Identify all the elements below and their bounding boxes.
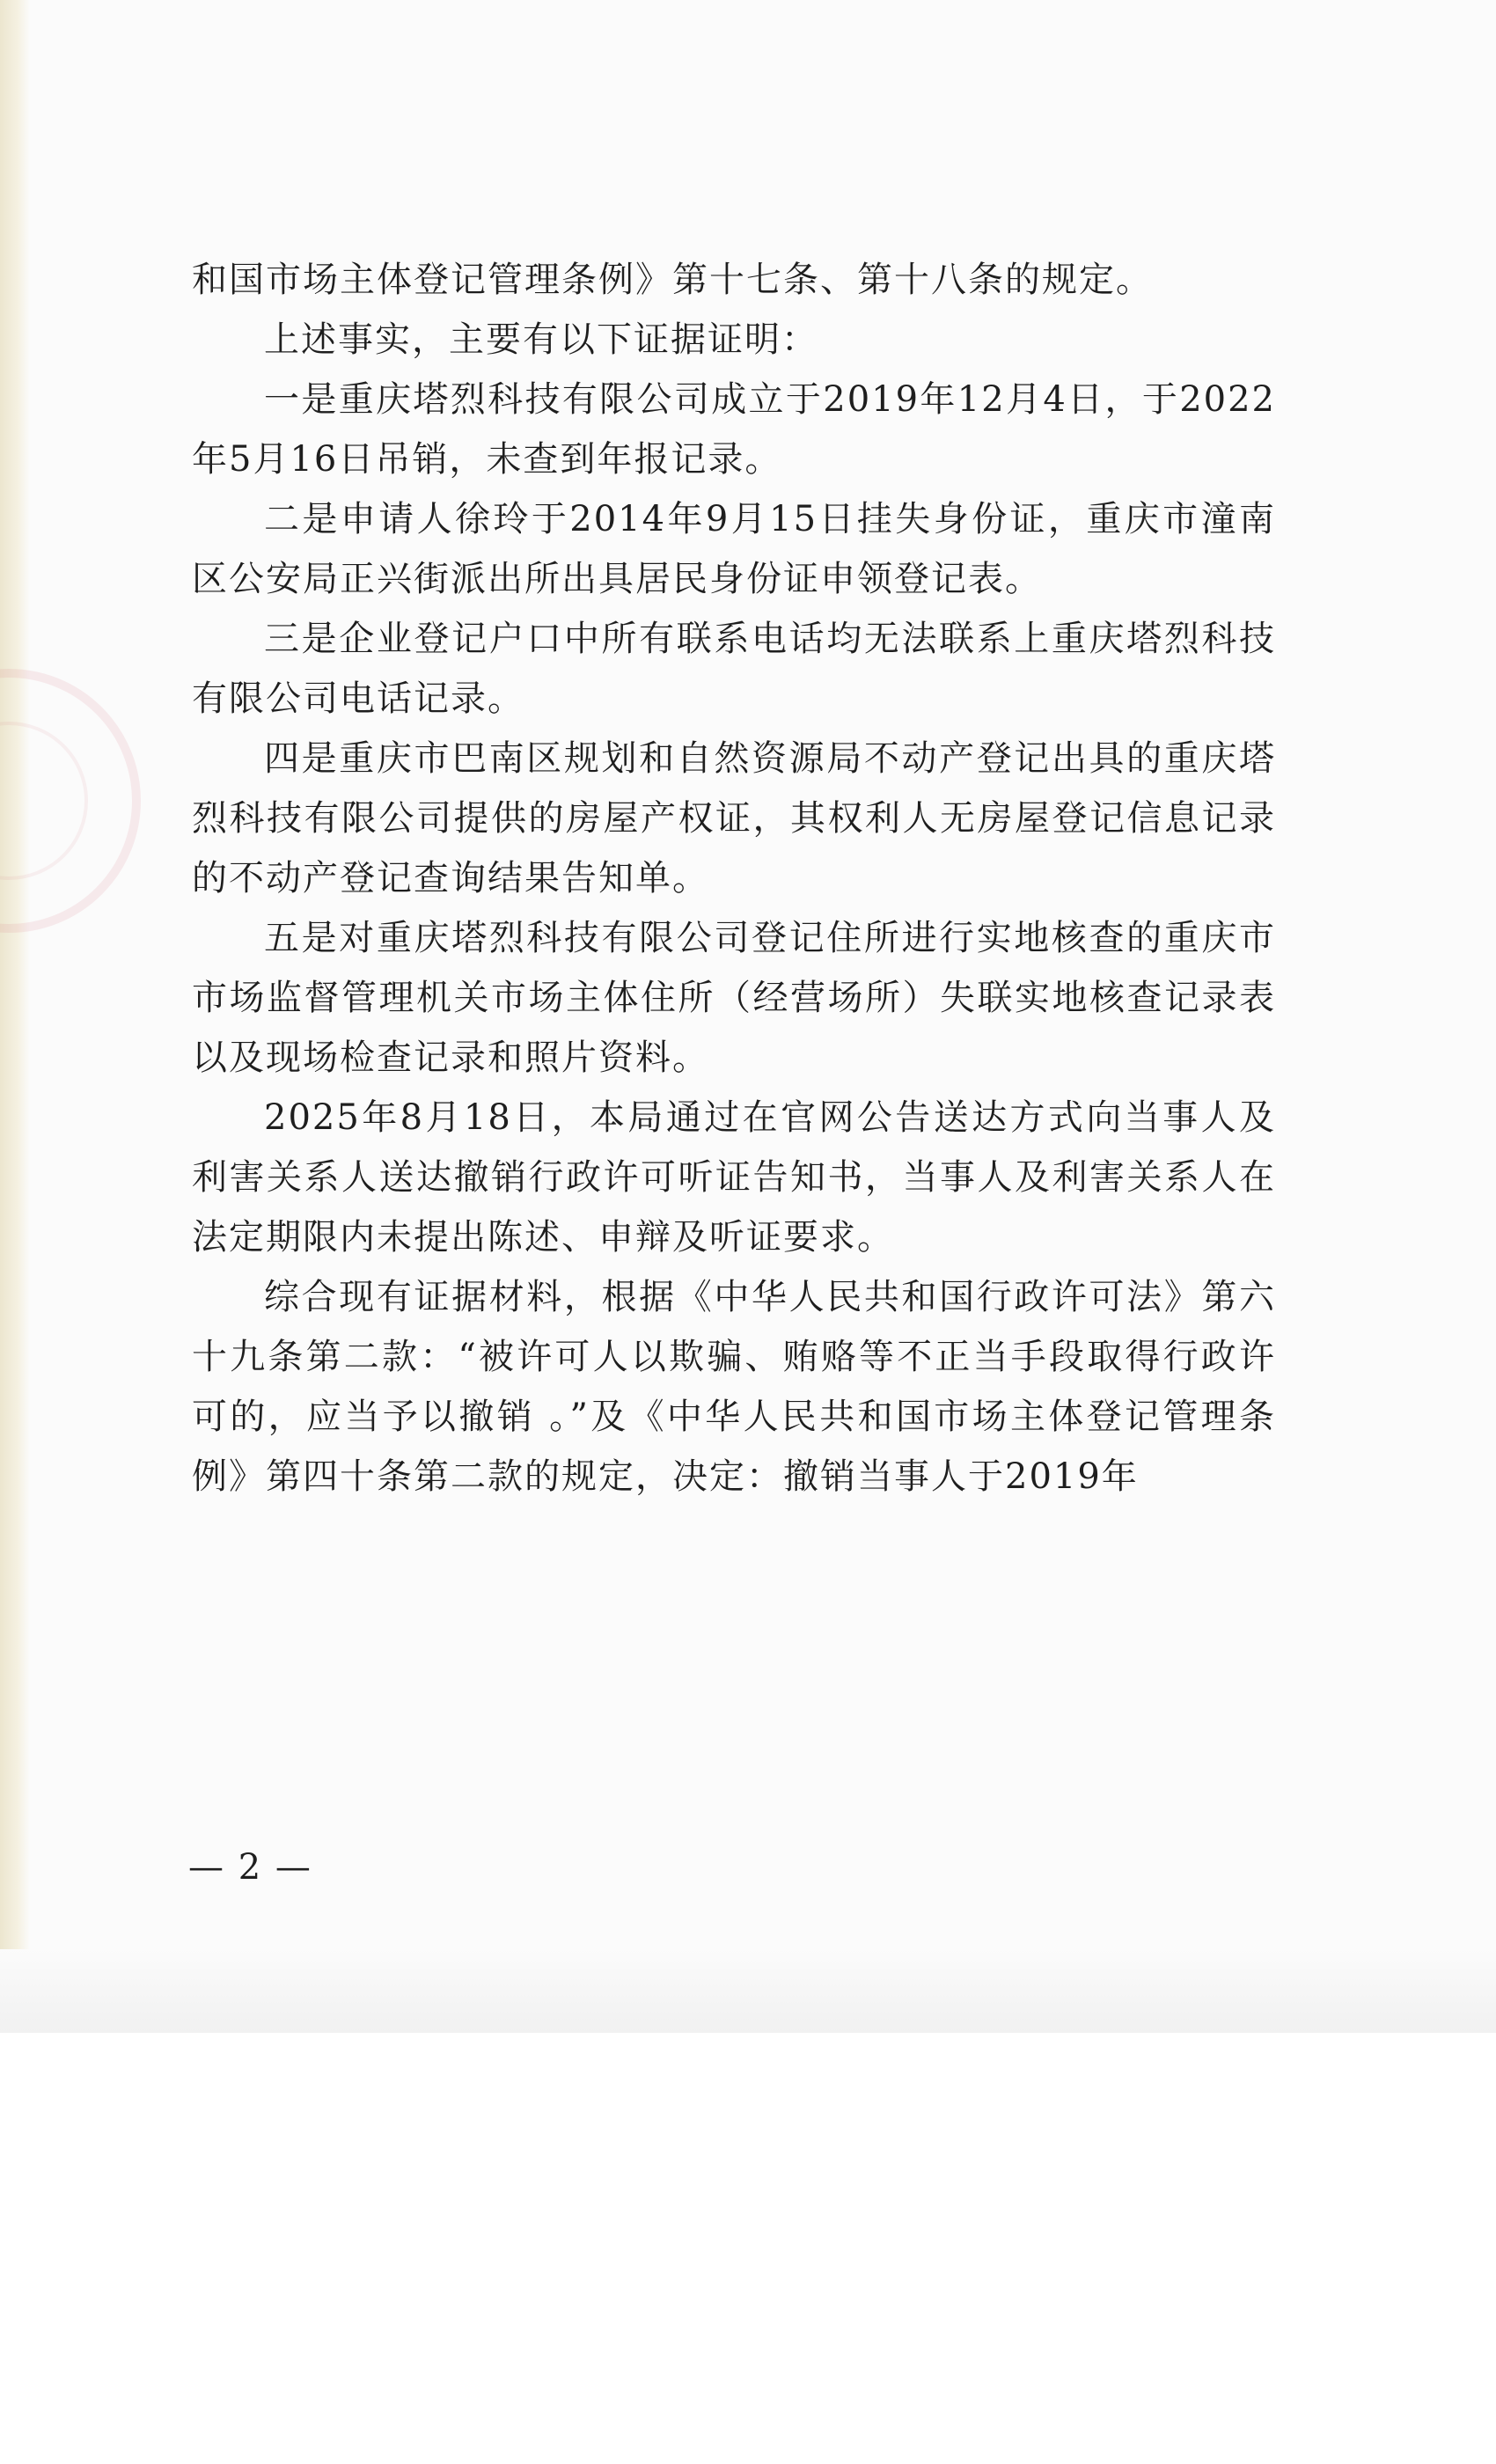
paragraph-evidence-1: 一是重庆塔烈科技有限公司成立于2019年12月4日，于2022年5月16日吊销，未查到年报记录。 xyxy=(192,379,1276,480)
paragraph-evidence-4: 四是重庆市巴南区规划和自然资源局不动产登记出具的重庆塔烈科技有限公司提供的房屋产权证，其权利人无房屋登记信息记录的不动产登记查询结果告知单。 xyxy=(192,738,1276,898)
paragraph-notice-served: 2025年8月18日，本局通过在官网公告送达方式向当事人及利害关系人送达撤销行政许可听证告知书，当事人及利害关系人在法定期限内未提出陈述、申辩及听证要求。 xyxy=(192,1097,1276,1258)
page-binding-shadow xyxy=(0,0,30,2033)
paragraph-decision: 综合现有证据材料，根据《中华人民共和国行政许可法》第六十九条第二款：“被许可人以欺骗、贿赂等不正当手段取得行政许可的，应当予以撤销 。”及《中华人民共和国市场主体登记管理条例》第四十条第二款的规定，决定：撤销当事人于2019年 xyxy=(192,1277,1276,1497)
document-body xyxy=(192,250,1276,1507)
paragraph-evidence-intro: 上述事实，主要有以下证据证明： xyxy=(264,319,818,360)
page-number: — 2 — xyxy=(188,1847,312,1888)
paragraph-evidence-3: 三是企业登记户口中所有联系电话均无法联系上重庆塔烈科技有限公司电话记录。 xyxy=(192,619,1276,719)
paragraph-evidence-2: 二是申请人徐玲于2014年9月15日挂失身份证，重庆市潼南区公安局正兴街派出所出具居民身份证申领登记表。 xyxy=(192,499,1276,599)
paragraph-evidence-5: 五是对重庆塔烈科技有限公司登记住所进行实地核查的重庆市市场监督管理机关市场主体住所（经营场所）失联实地核查记录表以及现场检查记录和照片资料。 xyxy=(192,918,1276,1078)
paragraph-regulation-reference: 和国市场主体登记管理条例》第十七条、第十八条的规定。 xyxy=(192,260,1153,300)
page-bottom-edge xyxy=(0,1949,1496,2033)
